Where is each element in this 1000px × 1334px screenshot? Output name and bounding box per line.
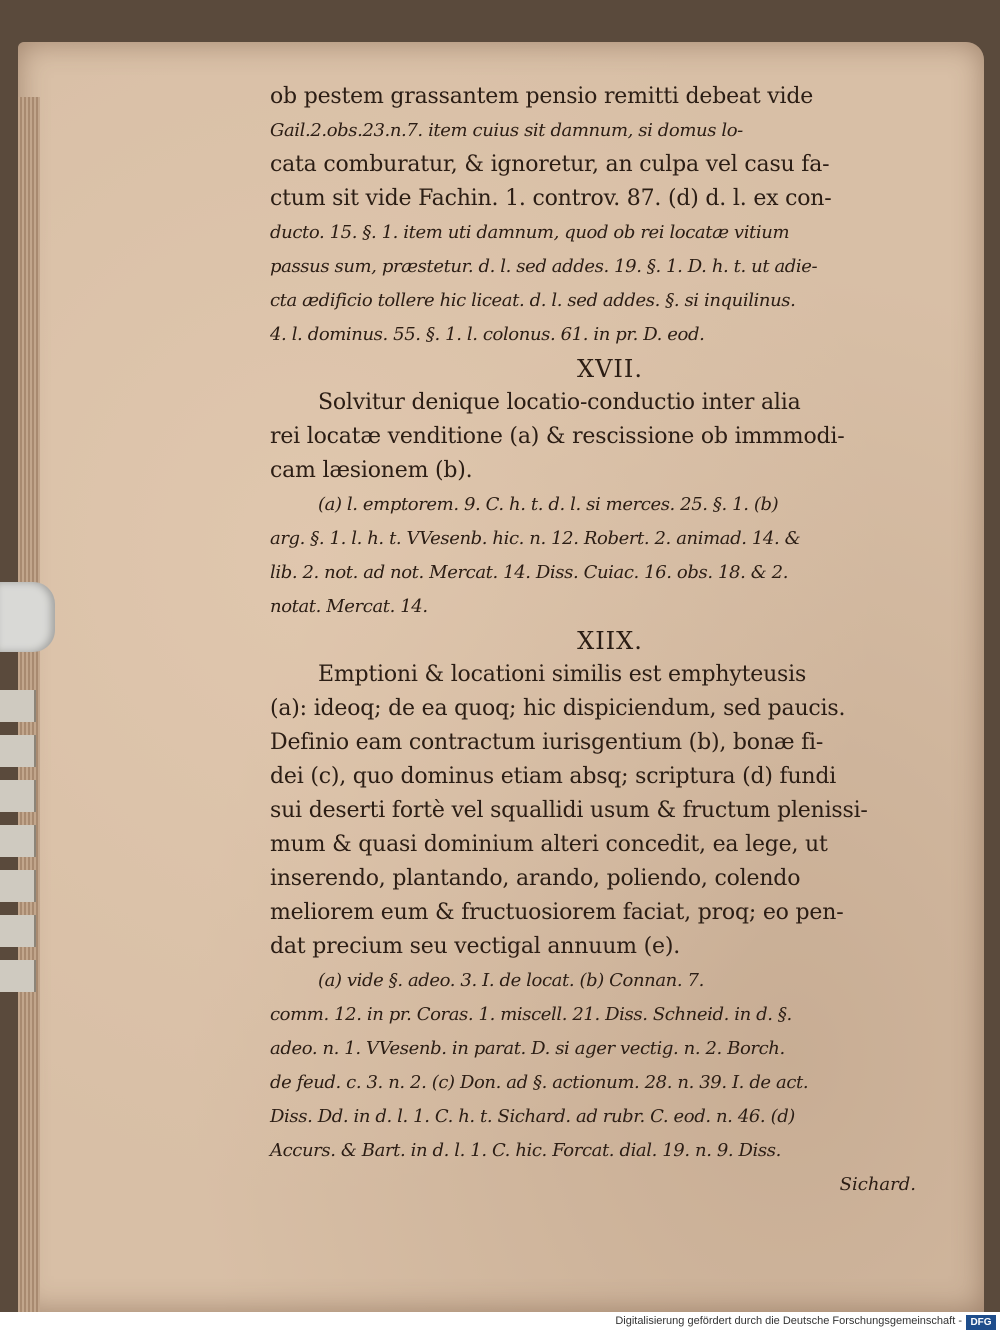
text-line: sui deserti fortè vel squallidi usum & fructum plenissi- bbox=[270, 798, 868, 823]
text-line: ctum sit vide Fachin. 1. controv. 87. (d) d. l. ex con- bbox=[270, 186, 832, 211]
text-line: dei (c), quo dominus etiam absq; scriptura (d) fundi bbox=[270, 764, 837, 789]
footnote-line: arg. §. 1. l. h. t. VVesenb. hic. n. 12. Robert. 2. animad. 14. & bbox=[270, 528, 801, 549]
footnote-line: Diss. Dd. in d. l. 1. C. h. t. Sichard. ad rubr. C. eod. n. 46. (d) bbox=[270, 1106, 795, 1127]
page-tab bbox=[0, 870, 36, 902]
footnote-line: (a) vide §. adeo. 3. I. de locat. (b) Connan. 7. bbox=[318, 970, 704, 991]
page-tab bbox=[0, 825, 36, 857]
text-line: inserendo, plantando, arando, poliendo, colendo bbox=[270, 866, 801, 891]
footnote-line: Gail.2.obs.23.n.7. item cuius sit damnum, si domus lo- bbox=[270, 120, 743, 141]
text-line: ob pestem grassantem pensio remitti debeat vide bbox=[270, 84, 814, 109]
footnote-line: (a) l. emptorem. 9. C. h. t. d. l. si merces. 25. §. 1. (b) bbox=[318, 494, 779, 515]
section-heading: XVII. bbox=[576, 355, 643, 383]
book-clip bbox=[0, 582, 55, 652]
footnote-line: lib. 2. not. ad not. Mercat. 14. Diss. Cuiac. 16. obs. 18. & 2. bbox=[270, 562, 789, 583]
text-line: cam læsionem (b). bbox=[270, 458, 473, 483]
footnote-line: comm. 12. in pr. Coras. 1. miscell. 21. Diss. Schneid. in d. §. bbox=[270, 1004, 792, 1025]
text-line: Emptioni & locationi similis est emphyteusis bbox=[318, 662, 807, 687]
text-line: dat precium seu vectigal annuum (e). bbox=[270, 934, 681, 959]
footnote-line: Accurs. & Bart. in d. l. 1. C. hic. Forcat. dial. 19. n. 9. Diss. bbox=[270, 1140, 781, 1161]
text-line: rei locatæ venditione (a) & rescissione ob immmodi- bbox=[270, 424, 845, 449]
text-line: Solvitur denique locatio-conductio inter alia bbox=[318, 390, 801, 415]
page-tab bbox=[0, 915, 36, 947]
footer-credit: Digitalisierung gefördert durch die Deutsche Forschungsgemeinschaft - bbox=[615, 1315, 962, 1327]
footer-bar bbox=[0, 1312, 1000, 1334]
text-line: cata comburatur, & ignoretur, an culpa vel casu fa- bbox=[270, 152, 830, 177]
page-tab bbox=[0, 735, 36, 767]
text-line: Definio eam contractum iurisgentium (b), bonæ fi- bbox=[270, 730, 824, 755]
footnote-line: cta ædificio tollere hic liceat. d. l. sed addes. §. si inquilinus. bbox=[270, 290, 796, 311]
text-line: meliorem eum & fructuosiorem faciat, proq; eo pen- bbox=[270, 900, 844, 925]
dfg-logo-icon: DFG bbox=[966, 1315, 996, 1330]
footnote-line: adeo. n. 1. VVesenb. in parat. D. si ager vectig. n. 2. Borch. bbox=[270, 1038, 785, 1059]
text-line: (a): ideoq; de ea quoq; hic dispiciendum, sed paucis. bbox=[270, 696, 846, 721]
section-heading: XIIX. bbox=[577, 627, 643, 655]
footnote-line: ducto. 15. §. 1. item uti damnum, quod ob rei locatæ vitium bbox=[270, 222, 790, 243]
text-line: mum & quasi dominium alteri concedit, ea lege, ut bbox=[270, 832, 828, 857]
page-tab bbox=[0, 780, 36, 812]
page-text-block bbox=[270, 80, 950, 1202]
footnote-line: de feud. c. 3. n. 2. (c) Don. ad §. actionum. 28. n. 39. I. de act. bbox=[270, 1072, 809, 1093]
page-tab bbox=[0, 690, 36, 722]
page-tab bbox=[0, 960, 36, 992]
catchword: Sichard. bbox=[839, 1174, 916, 1195]
footnote-line: 4. l. dominus. 55. §. 1. l. colonus. 61. in pr. D. eod. bbox=[270, 324, 705, 345]
footnote-line: passus sum, præstetur. d. l. sed addes. 19. §. 1. D. h. t. ut adie- bbox=[270, 256, 818, 277]
footnote-line: notat. Mercat. 14. bbox=[270, 596, 428, 617]
